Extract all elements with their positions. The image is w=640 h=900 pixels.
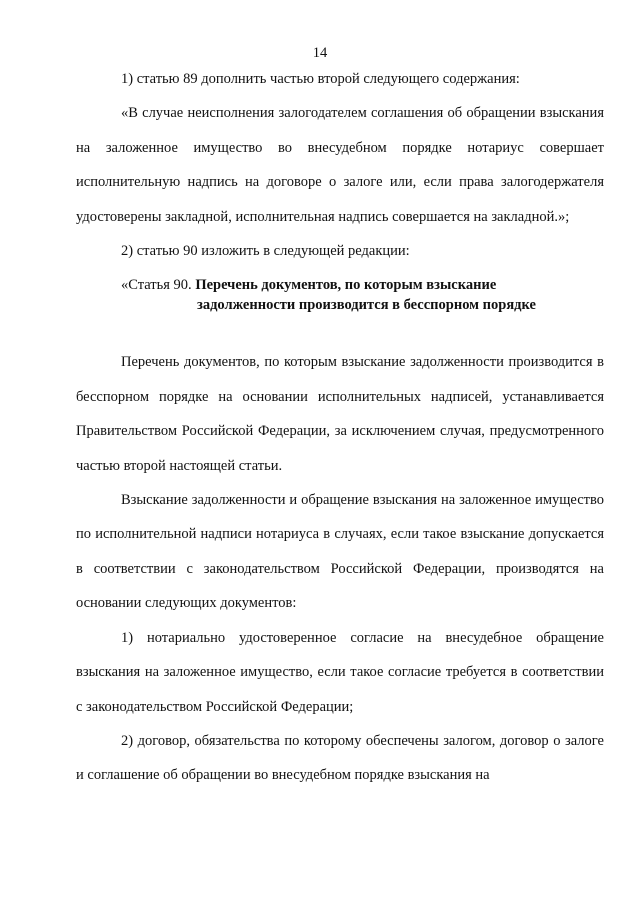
article-90-title-line2: задолженности производится в бесспорном порядке	[197, 297, 536, 314]
document-body	[76, 62, 604, 793]
article-90-heading	[76, 275, 604, 315]
paragraph-document-list: Перечень документов, по которым взыскание задолженности производится в бесспорном порядке на основании исполнительных надписей, устанавливается Правительством Российской Федерации, за исключением случая, предусмотренного частью второй настоящей статьи.	[76, 354, 604, 474]
paragraph-amend-article-90: 2) статью 90 изложить в следующей редакции:	[121, 243, 410, 260]
list-item-2: 2) договор, обязательства по которому обеспечены залогом, договор о залоге и соглашение об обращении во внесудебном порядке взыскания на	[76, 732, 604, 784]
article-90-title-line1: Перечень документов, по которым взыскание	[195, 277, 497, 294]
article-90-prefix: «Статья 90.	[121, 277, 196, 294]
paragraph-amend-article-89: 1) статью 89 дополнить частью второй следующего содержания:	[121, 71, 520, 87]
paragraph-recovery-basis: Взыскание задолженности и обращение взыскания на заложенное имущество по исполнительной надписи нотариуса в случаях, если такое взыскание допускается в соответствии с законодательством Российской Федерации, производятся на основании следующих документов:	[76, 492, 604, 612]
list-item-1: 1) нотариально удостоверенное согласие на внесудебное обращение взыскания на заложенное имущество, если такое согласие требуется в соответствии с законодательством Российской Федерации;	[76, 629, 604, 715]
paragraph-quoted-insert: «В случае неисполнения залогодателем соглашения об обращении взыскания на заложенное имущество во внесудебном порядке нотариус совершает исполнительную надпись на договоре о залоге или, если права залогодержателя удостоверены закладной, исполнительная надпись совершается на закладной.»;	[76, 105, 604, 225]
page-number: 14	[312, 45, 328, 61]
